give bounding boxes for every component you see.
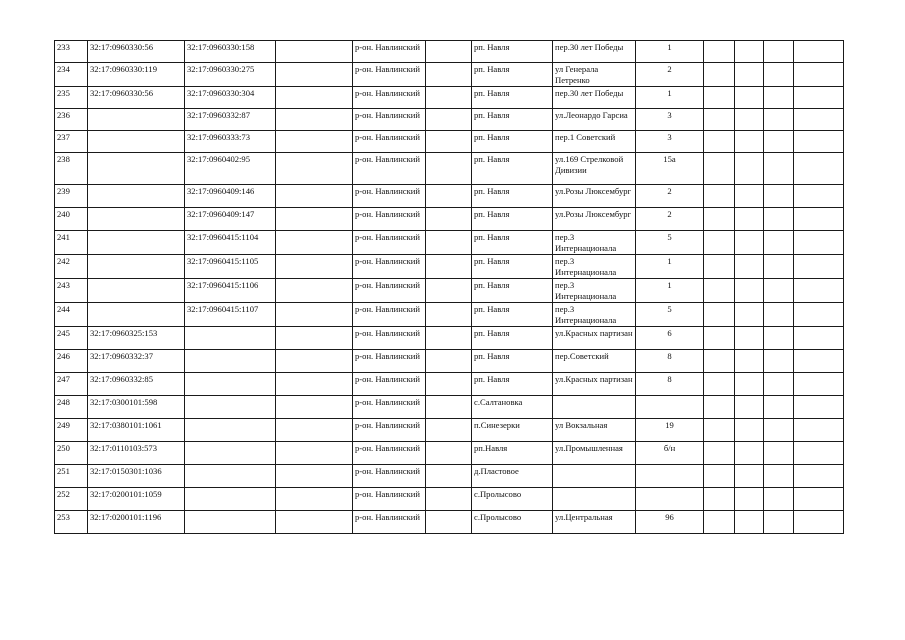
cadastral-number-cell: 32:17:0200101:1059	[88, 488, 185, 511]
district-cell: р-он. Навлинский	[353, 465, 426, 488]
empty-cell	[764, 185, 794, 208]
empty-cell	[735, 185, 764, 208]
empty-cell	[276, 488, 353, 511]
empty-cell	[764, 41, 794, 63]
empty-cell	[764, 131, 794, 153]
empty-cell	[276, 131, 353, 153]
building-cadastral-number-cell	[185, 327, 276, 350]
district-cell: р-он. Навлинский	[353, 442, 426, 465]
empty-cell	[735, 488, 764, 511]
empty-cell	[794, 231, 844, 255]
row-number-cell: 237	[55, 131, 88, 153]
empty-cell	[426, 231, 472, 255]
settlement-cell: рп. Навля	[472, 279, 553, 303]
empty-cell	[426, 396, 472, 419]
building-cadastral-number-cell: 32:17:0960330:275	[185, 63, 276, 87]
empty-cell	[704, 87, 735, 109]
empty-cell	[735, 109, 764, 131]
settlement-cell: с.Пролысово	[472, 511, 553, 534]
cadastral-number-cell	[88, 109, 185, 131]
district-cell: р-он. Навлинский	[353, 279, 426, 303]
house-number-cell	[636, 396, 704, 419]
empty-cell	[704, 350, 735, 373]
empty-cell	[735, 255, 764, 279]
empty-cell	[735, 279, 764, 303]
empty-cell	[426, 488, 472, 511]
empty-cell	[794, 185, 844, 208]
row-number-cell: 245	[55, 327, 88, 350]
row-number-cell: 247	[55, 373, 88, 396]
empty-cell	[426, 465, 472, 488]
empty-cell	[764, 279, 794, 303]
empty-cell	[735, 373, 764, 396]
empty-cell	[794, 442, 844, 465]
settlement-cell: п.Синезерки	[472, 419, 553, 442]
empty-cell	[276, 303, 353, 327]
empty-cell	[735, 465, 764, 488]
table-row	[55, 396, 844, 419]
row-number-cell: 244	[55, 303, 88, 327]
empty-cell	[276, 41, 353, 63]
settlement-cell: рп. Навля	[472, 131, 553, 153]
building-cadastral-number-cell: 32:17:0960415:1107	[185, 303, 276, 327]
empty-cell	[704, 185, 735, 208]
house-number-cell: б/н	[636, 442, 704, 465]
empty-cell	[426, 131, 472, 153]
table-row	[55, 208, 844, 231]
cadastral-number-cell	[88, 208, 185, 231]
house-number-cell: 15а	[636, 153, 704, 185]
row-number-cell: 246	[55, 350, 88, 373]
empty-cell	[426, 327, 472, 350]
empty-cell	[704, 131, 735, 153]
empty-cell	[764, 327, 794, 350]
house-number-cell: 19	[636, 419, 704, 442]
empty-cell	[735, 327, 764, 350]
empty-cell	[276, 279, 353, 303]
cadastral-number-cell: 32:17:0960330:56	[88, 87, 185, 109]
house-number-cell: 8	[636, 350, 704, 373]
empty-cell	[735, 231, 764, 255]
building-cadastral-number-cell: 32:17:0960332:87	[185, 109, 276, 131]
empty-cell	[735, 442, 764, 465]
district-cell: р-он. Навлинский	[353, 63, 426, 87]
empty-cell	[704, 231, 735, 255]
table-row	[55, 279, 844, 303]
empty-cell	[704, 303, 735, 327]
district-cell: р-он. Навлинский	[353, 373, 426, 396]
empty-cell	[764, 373, 794, 396]
empty-cell	[276, 87, 353, 109]
empty-cell	[764, 303, 794, 327]
street-cell: пер.Советский	[553, 350, 636, 373]
street-cell: пер.1 Советский	[553, 131, 636, 153]
empty-cell	[794, 396, 844, 419]
empty-cell	[794, 131, 844, 153]
empty-cell	[704, 41, 735, 63]
row-number-cell: 253	[55, 511, 88, 534]
empty-cell	[426, 153, 472, 185]
empty-cell	[764, 63, 794, 87]
settlement-cell: рп. Навля	[472, 350, 553, 373]
house-number-cell: 1	[636, 87, 704, 109]
row-number-cell: 233	[55, 41, 88, 63]
row-number-cell: 235	[55, 87, 88, 109]
empty-cell	[764, 488, 794, 511]
table-row	[55, 231, 844, 255]
empty-cell	[735, 153, 764, 185]
district-cell: р-он. Навлинский	[353, 255, 426, 279]
empty-cell	[704, 442, 735, 465]
empty-cell	[704, 63, 735, 87]
street-cell	[553, 465, 636, 488]
table-row	[55, 442, 844, 465]
table-row	[55, 109, 844, 131]
settlement-cell: с.Салтановка	[472, 396, 553, 419]
empty-cell	[764, 350, 794, 373]
house-number-cell: 5	[636, 231, 704, 255]
table-row	[55, 373, 844, 396]
row-number-cell: 248	[55, 396, 88, 419]
district-cell: р-он. Навлинский	[353, 208, 426, 231]
empty-cell	[764, 465, 794, 488]
street-cell: ул.169 Стрелковой Дивизии	[553, 153, 636, 185]
settlement-cell: рп. Навля	[472, 41, 553, 63]
empty-cell	[794, 208, 844, 231]
street-cell: пер.3 Интернационала	[553, 303, 636, 327]
table-row	[55, 63, 844, 87]
settlement-cell: рп. Навля	[472, 208, 553, 231]
street-cell: пер.30 лет Победы	[553, 87, 636, 109]
settlement-cell: рп. Навля	[472, 373, 553, 396]
empty-cell	[276, 327, 353, 350]
cadastral-number-cell	[88, 231, 185, 255]
house-number-cell: 1	[636, 255, 704, 279]
district-cell: р-он. Навлинский	[353, 327, 426, 350]
district-cell: р-он. Навлинский	[353, 303, 426, 327]
empty-cell	[426, 419, 472, 442]
empty-cell	[735, 41, 764, 63]
building-cadastral-number-cell: 32:17:0960333:73	[185, 131, 276, 153]
settlement-cell: рп. Навля	[472, 109, 553, 131]
empty-cell	[794, 279, 844, 303]
building-cadastral-number-cell: 32:17:0960330:304	[185, 87, 276, 109]
empty-cell	[764, 231, 794, 255]
empty-cell	[764, 255, 794, 279]
table-row	[55, 303, 844, 327]
settlement-cell: рп. Навля	[472, 153, 553, 185]
district-cell: р-он. Навлинский	[353, 131, 426, 153]
empty-cell	[276, 153, 353, 185]
empty-cell	[426, 87, 472, 109]
street-cell: ул Генерала Петренко	[553, 63, 636, 87]
row-number-cell: 250	[55, 442, 88, 465]
empty-cell	[794, 419, 844, 442]
street-cell: пер.3 Интернационала	[553, 279, 636, 303]
building-cadastral-number-cell	[185, 442, 276, 465]
empty-cell	[276, 373, 353, 396]
empty-cell	[764, 109, 794, 131]
empty-cell	[276, 255, 353, 279]
cadastral-number-cell	[88, 131, 185, 153]
house-number-cell	[636, 488, 704, 511]
house-number-cell: 2	[636, 185, 704, 208]
empty-cell	[276, 511, 353, 534]
cadastral-number-cell: 32:17:0960330:56	[88, 41, 185, 63]
settlement-cell: рп. Навля	[472, 185, 553, 208]
district-cell: р-он. Навлинский	[353, 41, 426, 63]
row-number-cell: 242	[55, 255, 88, 279]
cadastral-number-cell: 32:17:0960325:153	[88, 327, 185, 350]
empty-cell	[735, 396, 764, 419]
table-row	[55, 419, 844, 442]
empty-cell	[764, 442, 794, 465]
empty-cell	[704, 419, 735, 442]
empty-cell	[426, 185, 472, 208]
empty-cell	[276, 442, 353, 465]
table-row	[55, 511, 844, 534]
settlement-cell: рп.Навля	[472, 442, 553, 465]
empty-cell	[735, 303, 764, 327]
house-number-cell: 6	[636, 327, 704, 350]
empty-cell	[426, 63, 472, 87]
row-number-cell: 240	[55, 208, 88, 231]
empty-cell	[764, 419, 794, 442]
building-cadastral-number-cell	[185, 465, 276, 488]
empty-cell	[426, 373, 472, 396]
empty-cell	[764, 87, 794, 109]
district-cell: р-он. Навлинский	[353, 153, 426, 185]
empty-cell	[764, 208, 794, 231]
table-row	[55, 350, 844, 373]
empty-cell	[704, 396, 735, 419]
settlement-cell: рп. Навля	[472, 87, 553, 109]
house-number-cell: 2	[636, 63, 704, 87]
empty-cell	[794, 153, 844, 185]
cadastral-number-cell: 32:17:0960332:85	[88, 373, 185, 396]
empty-cell	[794, 327, 844, 350]
settlement-cell: рп. Навля	[472, 255, 553, 279]
empty-cell	[276, 185, 353, 208]
empty-cell	[704, 109, 735, 131]
empty-cell	[704, 279, 735, 303]
empty-cell	[426, 442, 472, 465]
empty-cell	[276, 350, 353, 373]
street-cell: пер.3 Интернационала	[553, 231, 636, 255]
row-number-cell: 236	[55, 109, 88, 131]
table-row	[55, 41, 844, 63]
empty-cell	[426, 279, 472, 303]
empty-cell	[704, 511, 735, 534]
table-row	[55, 327, 844, 350]
building-cadastral-number-cell	[185, 373, 276, 396]
empty-cell	[794, 255, 844, 279]
empty-cell	[426, 255, 472, 279]
house-number-cell: 1	[636, 41, 704, 63]
district-cell: р-он. Навлинский	[353, 350, 426, 373]
cadastral-number-cell	[88, 303, 185, 327]
empty-cell	[794, 87, 844, 109]
empty-cell	[426, 208, 472, 231]
street-cell: ул.Красных партизан	[553, 327, 636, 350]
street-cell: пер.3 Интернационала	[553, 255, 636, 279]
row-number-cell: 241	[55, 231, 88, 255]
building-cadastral-number-cell: 32:17:0960330:158	[185, 41, 276, 63]
empty-cell	[276, 419, 353, 442]
empty-cell	[794, 63, 844, 87]
empty-cell	[794, 350, 844, 373]
empty-cell	[794, 465, 844, 488]
settlement-cell: рп. Навля	[472, 327, 553, 350]
settlement-cell: д.Пластовое	[472, 465, 553, 488]
table-row	[55, 255, 844, 279]
building-cadastral-number-cell	[185, 419, 276, 442]
street-cell	[553, 396, 636, 419]
building-cadastral-number-cell: 32:17:0960402:95	[185, 153, 276, 185]
house-number-cell: 1	[636, 279, 704, 303]
empty-cell	[704, 488, 735, 511]
street-cell: ул.Центральная	[553, 511, 636, 534]
empty-cell	[276, 231, 353, 255]
district-cell: р-он. Навлинский	[353, 185, 426, 208]
empty-cell	[704, 373, 735, 396]
register-body	[55, 41, 844, 534]
street-cell: пер.30 лет Победы	[553, 41, 636, 63]
empty-cell	[764, 153, 794, 185]
empty-cell	[794, 488, 844, 511]
empty-cell	[735, 511, 764, 534]
row-number-cell: 249	[55, 419, 88, 442]
cadastral-number-cell: 32:17:0200101:1196	[88, 511, 185, 534]
empty-cell	[794, 303, 844, 327]
cadastral-number-cell	[88, 153, 185, 185]
empty-cell	[704, 465, 735, 488]
empty-cell	[735, 131, 764, 153]
row-number-cell: 243	[55, 279, 88, 303]
empty-cell	[794, 109, 844, 131]
cadastral-number-cell	[88, 255, 185, 279]
empty-cell	[764, 511, 794, 534]
street-cell: ул.Промышленная	[553, 442, 636, 465]
street-cell: ул.Красных партизан	[553, 373, 636, 396]
empty-cell	[704, 327, 735, 350]
row-number-cell: 251	[55, 465, 88, 488]
empty-cell	[794, 41, 844, 63]
district-cell: р-он. Навлинский	[353, 396, 426, 419]
empty-cell	[704, 208, 735, 231]
empty-cell	[276, 109, 353, 131]
building-cadastral-number-cell: 32:17:0960415:1106	[185, 279, 276, 303]
table-row	[55, 131, 844, 153]
cadastral-number-cell: 32:17:0300101:598	[88, 396, 185, 419]
empty-cell	[426, 303, 472, 327]
address-register-table	[54, 40, 844, 534]
empty-cell	[426, 511, 472, 534]
empty-cell	[735, 350, 764, 373]
building-cadastral-number-cell: 32:17:0960415:1104	[185, 231, 276, 255]
building-cadastral-number-cell	[185, 396, 276, 419]
row-number-cell: 234	[55, 63, 88, 87]
empty-cell	[735, 419, 764, 442]
district-cell: р-он. Навлинский	[353, 419, 426, 442]
building-cadastral-number-cell: 32:17:0960415:1105	[185, 255, 276, 279]
empty-cell	[426, 41, 472, 63]
house-number-cell	[636, 465, 704, 488]
cadastral-number-cell: 32:17:0110103:573	[88, 442, 185, 465]
empty-cell	[794, 373, 844, 396]
building-cadastral-number-cell	[185, 488, 276, 511]
table-row	[55, 465, 844, 488]
empty-cell	[794, 511, 844, 534]
district-cell: р-он. Навлинский	[353, 87, 426, 109]
house-number-cell: 3	[636, 109, 704, 131]
empty-cell	[276, 396, 353, 419]
empty-cell	[735, 87, 764, 109]
empty-cell	[426, 109, 472, 131]
district-cell: р-он. Навлинский	[353, 488, 426, 511]
settlement-cell: с.Пролысово	[472, 488, 553, 511]
cadastral-number-cell	[88, 185, 185, 208]
table-row	[55, 185, 844, 208]
table-row	[55, 87, 844, 109]
cadastral-number-cell: 32:17:0150301:1036	[88, 465, 185, 488]
district-cell: р-он. Навлинский	[353, 109, 426, 131]
house-number-cell: 8	[636, 373, 704, 396]
house-number-cell: 3	[636, 131, 704, 153]
cadastral-number-cell: 32:17:0960330:119	[88, 63, 185, 87]
building-cadastral-number-cell: 32:17:0960409:147	[185, 208, 276, 231]
street-cell: ул.Леонардо Гарсиа	[553, 109, 636, 131]
street-cell	[553, 488, 636, 511]
row-number-cell: 238	[55, 153, 88, 185]
house-number-cell: 2	[636, 208, 704, 231]
settlement-cell: рп. Навля	[472, 303, 553, 327]
empty-cell	[735, 63, 764, 87]
empty-cell	[276, 63, 353, 87]
settlement-cell: рп. Навля	[472, 231, 553, 255]
empty-cell	[704, 255, 735, 279]
street-cell: ул Вокзальная	[553, 419, 636, 442]
empty-cell	[276, 465, 353, 488]
table-row	[55, 488, 844, 511]
house-number-cell: 5	[636, 303, 704, 327]
table-row	[55, 153, 844, 185]
building-cadastral-number-cell: 32:17:0960409:146	[185, 185, 276, 208]
cadastral-number-cell	[88, 279, 185, 303]
building-cadastral-number-cell	[185, 511, 276, 534]
empty-cell	[764, 396, 794, 419]
empty-cell	[704, 153, 735, 185]
district-cell: р-он. Навлинский	[353, 511, 426, 534]
house-number-cell: 96	[636, 511, 704, 534]
row-number-cell: 239	[55, 185, 88, 208]
cadastral-number-cell: 32:17:0380101:1061	[88, 419, 185, 442]
street-cell: ул.Розы Люксембург	[553, 208, 636, 231]
empty-cell	[735, 208, 764, 231]
building-cadastral-number-cell	[185, 350, 276, 373]
row-number-cell: 252	[55, 488, 88, 511]
empty-cell	[276, 208, 353, 231]
settlement-cell: рп. Навля	[472, 63, 553, 87]
empty-cell	[426, 350, 472, 373]
district-cell: р-он. Навлинский	[353, 231, 426, 255]
street-cell: ул.Розы Люксембург	[553, 185, 636, 208]
cadastral-number-cell: 32:17:0960332:37	[88, 350, 185, 373]
